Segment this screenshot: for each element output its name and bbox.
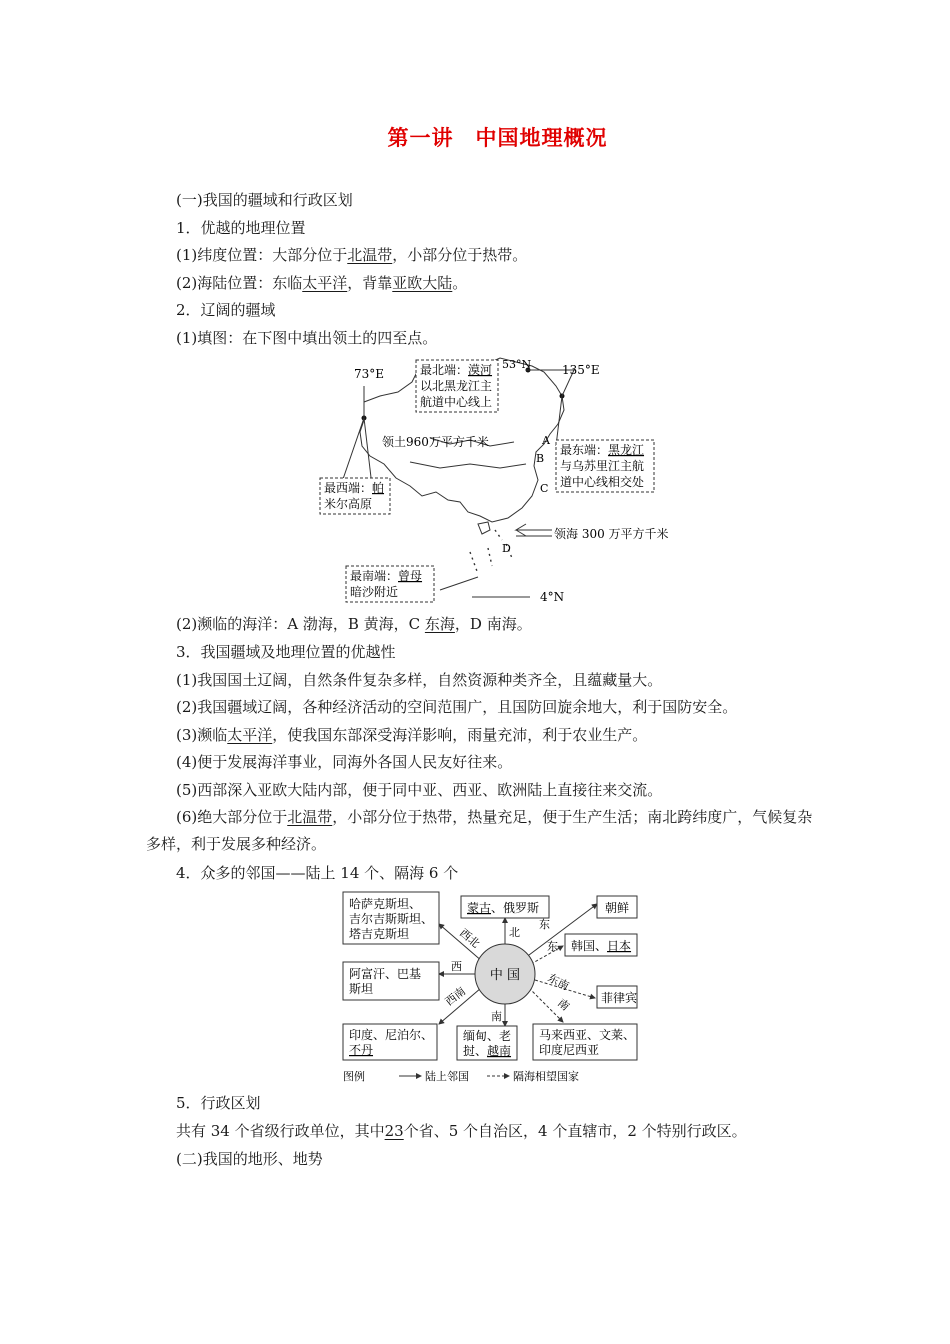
latitude-line [176,245,527,265]
heading-advantages: 3．我国疆域及地理位置的优越性 [176,643,396,661]
east-box-line-2: 与乌苏里江主航 [560,459,645,473]
answer: 北温带 [287,808,333,826]
leader-line [364,418,372,486]
box-nw-line-2: 吉尔吉斯斯坦、 [349,912,434,926]
box-sw-line-1: 印度、尼泊尔、 [349,1028,434,1042]
point-c-label: C [540,482,549,495]
advantage-5: (5)西部深入亚欧大陆内部，便于同中亚、西亚、欧洲陆上直接往来交流。 [176,781,663,799]
advantage-2: (2)我国疆域辽阔，各种经济活动的空间范围广，且国防回旋余地大，利于国防安全。 [176,698,738,716]
answer: 北温带 [347,246,393,264]
north-box-line-3: 航道中心线上 [420,395,493,409]
sea-land-line [176,273,467,293]
answer: 日本 [607,939,632,953]
text: (3)濒临 [176,726,228,744]
answer: 蒙古 [467,901,492,915]
china-extreme-points-map [300,352,680,608]
label: 最南端： [350,569,399,583]
leader-line [440,577,478,590]
legend-land-label: 陆上邻国 [425,1070,469,1083]
admin-line [176,1121,747,1141]
seas-line [176,614,532,634]
text: (2)濒临的海洋：A 渤海，B 黄海，C [176,615,425,633]
box-west-line-1: 阿富汗、巴基 [349,967,422,981]
area-label: 领土960万平方千米 [382,435,489,449]
advantage-1: (1)我国国土辽阔，自然条件复杂多样，自然资源种类齐全，且蕴藏量大。 [176,671,663,689]
section-heading-1: (一)我国的疆域和行政区划 [176,191,353,209]
text: 、 [595,939,608,953]
hainan-island [478,522,490,534]
answer: 太平洋 [227,726,273,744]
river-line [410,462,526,468]
label-135e: 135°E [562,363,600,377]
neighbors-diagram [335,888,645,1088]
dir-northwest: 西北 [457,926,483,951]
box-se-line-1: 马来西亚、文莱、 [539,1028,636,1042]
point-b-label: B [536,452,545,465]
china-label: 中 国 [489,968,521,983]
text: ，小部分位于热带，热量充足，便于生产生活；南北跨纬度广，气候复杂多样，利于发展多种经济。 [146,808,813,853]
heading-location: 1．优越的地理位置 [176,219,306,237]
dir-south: 南 [491,1010,502,1023]
box-east-text [571,938,631,953]
label: 最西端： [324,481,373,495]
advantage-4: (4)便于发展海洋事业，同海外各国人民友好往来。 [176,753,513,771]
text: (6)绝大部分位于 [176,808,288,826]
text: 韩国 [571,939,596,953]
label-53n: 53°N [502,358,532,371]
west-box-line-2: 米尔高原 [324,497,373,511]
east-box-line-1 [560,442,644,457]
label-4n: 4°N [540,590,565,604]
text: (1)纬度位置：大部分位于 [176,246,348,264]
arrow-sea-area [516,524,552,536]
answer: 黑龙江 [608,443,645,457]
dir-southeast-2: 南 [555,996,572,1014]
box-north-text [467,900,539,915]
fill-instruction: (1)填图：在下图中填出领土的四至点。 [176,329,438,347]
legend-sea-label: 隔海相望国家 [513,1070,579,1083]
advantage-3 [176,725,647,745]
point-d-label: D [502,542,511,555]
point-a-label: A [542,434,550,447]
heading-neighbors: 4．众多的邻国——陆上 14 个、隔海 6 个 [176,864,459,882]
sea-area-label: 领海 300 万平方千米 [554,527,669,541]
label-73e: 73°E [354,367,385,381]
text: ，背靠 [347,274,393,292]
section-heading-2: (二)我国的地形、地势 [176,1150,323,1168]
advantage-6 [146,804,826,858]
south-sea-islands [495,530,502,540]
answer: 帕 [372,481,385,495]
label: 最北端： [420,363,469,377]
east-box-line-3: 道中心线相交处 [560,475,645,489]
answer: 23 [384,1122,404,1140]
box-sw-line-2: 不丹 [349,1043,374,1057]
text: 。 [452,274,468,292]
text: ，D 南海。 [454,615,532,633]
box-south-line-2 [463,1043,511,1058]
box-se-line-2: 印度尼西亚 [539,1043,600,1057]
text: 个省、5 个自治区，4 个直辖市，2 个特别行政区。 [403,1122,747,1140]
box-korea-text: 朝鲜 [605,901,630,915]
south-sea-islands [470,552,478,574]
answer: 太平洋 [302,274,348,292]
answer: 曾母 [398,569,423,583]
south-sea-islands [488,548,492,566]
answer: 东海 [424,615,455,633]
box-philippines-text: 菲律宾 [601,991,638,1005]
dir-west: 西 [451,960,462,973]
box-nw-line-3: 塔吉克斯坦 [349,927,410,941]
dir-southwest: 西南 [442,984,469,1009]
north-box-line-1 [420,362,492,377]
box-nw-line-1: 哈萨克斯坦、 [349,897,422,911]
text: 、俄罗斯 [491,901,540,915]
south-box-line-1 [350,568,422,583]
dir-east: 东 [539,918,550,931]
text: 共有 34 个省级行政单位，其中 [176,1122,385,1140]
north-box-line-2: 以北黑龙江主 [420,379,493,393]
dir-north: 北 [509,926,520,939]
text: ，使我国东部深受海洋影响，雨量充沛，利于农业生产。 [272,726,648,744]
label: 最东端： [560,443,609,457]
legend-title: 图例 [343,1070,365,1083]
text: ，小部分位于热带。 [392,246,528,264]
answer: 漠河 [468,363,493,377]
answer: 亚欧大陆 [392,274,453,292]
box-south-line-1: 缅甸、老 [463,1029,512,1043]
west-box-line-1 [324,480,384,495]
leader-line [556,396,562,446]
heading-territory: 2．辽阔的疆域 [176,301,276,319]
leader-line [342,418,364,482]
dir-southeast: 东南 [545,971,572,993]
south-box-line-2: 暗沙附近 [350,585,399,599]
text: 挝、 [463,1044,488,1058]
dir-east-2: 东 [547,940,558,953]
answer: 越南 [487,1044,512,1058]
page-title: 第一讲 中国地理概况 [387,125,608,150]
box-west-line-2: 斯坦 [349,982,374,996]
heading-admin: 5．行政区划 [176,1094,261,1112]
text: (2)海陆位置：东临 [176,274,303,292]
